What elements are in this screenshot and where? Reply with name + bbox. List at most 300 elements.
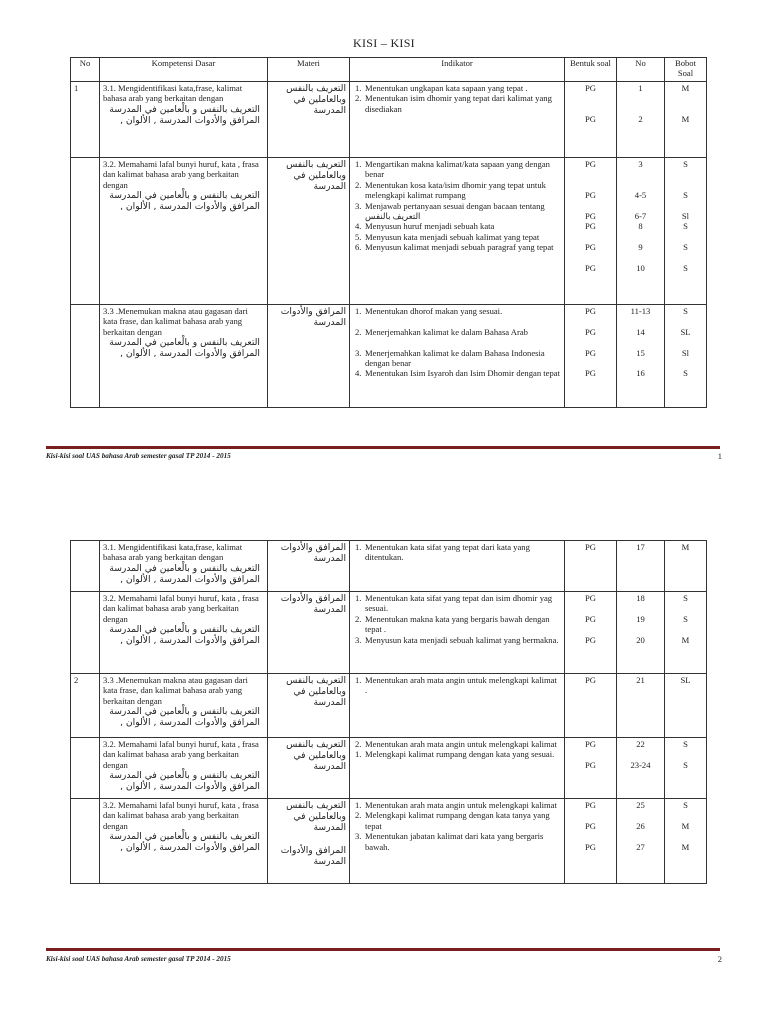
nomor-soal-value: 1 [638,83,643,93]
bentuk-soal-cell [565,158,617,305]
nomor-soal-value: 8 [638,221,643,232]
nomor-soal-cell [617,82,665,158]
indikator-number: 1. [355,675,362,685]
bentuk-soal-cell [565,738,617,799]
bobot-soal-cell [665,592,707,674]
indikator-item [353,201,561,222]
nomor-soal-value: 14 [636,326,645,337]
bentuk-soal-value: PG [585,83,596,93]
materi-cell [268,82,350,158]
indikator-item [353,306,561,316]
bobot-soal-cell [665,738,707,799]
bentuk-soal-value: PG [585,159,596,169]
bentuk-soal-cell [565,305,617,408]
bobot-soal-value: S [683,242,688,253]
nomor-soal-value [620,180,661,190]
kompetensi-dasar-cell [100,305,268,408]
bentuk-soal-cell [565,799,617,884]
kd-arabic-text: المرافق والأدوات المدرسة , الألوان , [120,201,260,213]
bentuk-soal-value: PG [585,739,596,749]
nomor-soal-value [620,831,661,841]
bobot-soal-value [668,624,703,634]
nomor-soal-value: 25 [636,800,645,810]
table-row [71,738,707,799]
kisi-table-page-2 [70,540,707,884]
nomor-soal-cell [617,674,665,738]
nomor-soal-value [620,104,661,114]
indikator-list [353,542,561,563]
nomor-soal-value: 10 [636,262,645,273]
indikator-number: 4. [355,368,362,379]
indikator-text: Menyusun kata menjadi sebuah kalimat yang tepat [365,231,540,242]
col-indikator-header: Indikator [350,58,565,82]
bentuk-soal-value [568,169,613,179]
indikator-number: 3. [355,634,362,645]
footer-rule [46,446,720,449]
bentuk-soal-value: PG [585,542,596,552]
materi-cell [268,541,350,592]
indikator-number: 5. [355,231,362,242]
indikator-item [353,635,561,645]
bentuk-soal-value [568,358,613,368]
table-row [71,799,707,884]
indikator-item [353,593,561,614]
materi-cell [268,674,350,738]
bentuk-soal-value: PG [585,820,596,831]
indikator-item [353,180,561,201]
table-header-row [71,58,707,82]
bentuk-soal-value: PG [585,675,596,685]
nomor-soal-value [620,337,661,347]
bobot-soal-value: S [683,190,688,201]
bentuk-soal-cell [565,674,617,738]
kd-text: 3.1. Mengidentifikasi kata,frase, kalimat bahasa arab yang berkaitan dengan [103,83,243,104]
materi-text: التعريف بالنفس وبالعاملين في المدرسة [286,83,346,116]
row-number [71,799,100,884]
bobot-soal-cell [665,799,707,884]
table-row [71,592,707,674]
indikator-item [353,542,561,563]
indikator-text: Menyusun kalimat menjadi sebuah paragraf yang tepat [365,242,554,253]
indikator-text: Menentukan arah mata angin untuk melengkapi kalimat [365,739,557,749]
indikator-item [353,337,561,347]
kompetensi-dasar-cell [100,82,268,158]
bobot-soal-value: M [681,841,690,852]
page-number: 2 [717,954,722,964]
bobot-soal-value: S [683,262,688,273]
indikator-text: Menerjemahkan kalimat ke dalam Bahasa Indonesia dengan benar [365,347,545,368]
indikator-number: 1. [355,749,362,760]
nomor-soal-value: 27 [636,841,645,852]
nomor-soal-value: 9 [638,242,643,253]
kd-arabic-text: المرافق والأدوات المدرسة , الألوان , [120,842,260,854]
bentuk-soal-value [568,624,613,634]
nomor-soal-value: 22 [636,739,645,749]
bobot-soal-value [668,316,703,326]
bobot-soal-value: S [683,159,688,169]
indikator-text: Menentukan jabatan kalimat dari kata yang bergaris bawah. [365,831,544,852]
nomor-soal-cell [617,799,665,884]
kd-arabic-text: المرافق والأدوات المدرسة , الألوان , [120,573,260,585]
bobot-soal-value [668,201,703,211]
bentuk-soal-value: PG [585,759,596,770]
kd-arabic-text: المرافق والأدوات المدرسة , الألوان , [120,635,260,647]
bobot-soal-value: S [683,613,688,624]
table-row [71,541,707,592]
nomor-soal-value [620,358,661,368]
indikator-text: Menentukan dhorof makan yang sesuai. [365,306,503,316]
col-nosoal-header: No [617,58,665,82]
indikator-text: Menentukan arah mata angin untuk melengkapi kalimat [365,675,557,685]
kompetensi-dasar-cell [100,541,268,592]
indikator-item [353,83,561,93]
indikator-number: 2. [355,810,362,821]
kd-text: 3.3 .Menemukan makna atau gagasan dari kata frase, dan kalimat bahasa arab yang berkaitan dengan [103,675,248,706]
bobot-soal-value: S [683,759,688,770]
bentuk-soal-value: PG [585,262,596,273]
bentuk-soal-value: PG [585,613,596,624]
indikator-item [353,685,561,695]
col-no-header: No [71,58,100,82]
kompetensi-dasar-cell [100,674,268,738]
bentuk-soal-value: PG [585,593,596,603]
bobot-soal-cell [665,158,707,305]
bobot-soal-value: Sl [681,210,690,221]
kd-arabic-text: التعريف بالنفس و بالْعامين في المدرسة [109,624,260,636]
kd-arabic-text: المرافق والأدوات المدرسة , الألوان , [120,348,260,360]
kd-arabic-text: المرافق والأدوات المدرسة , الألوان , [120,114,260,126]
indikator-list [353,593,561,645]
kd-arabic-text: التعريف بالنفس و بالْعامين في المدرسة [109,103,260,115]
bobot-soal-value [668,169,703,179]
indikator-number: 1. [355,542,362,552]
materi-text: التعريف بالنفس وبالعاملين في المدرسة [286,800,346,833]
bentuk-soal-value [568,831,613,841]
indikator-number: 3. [355,347,362,358]
kd-arabic-text: التعريف بالنفس و بالْعامين في المدرسة [109,190,260,202]
bentuk-soal-value [568,232,613,242]
nomor-soal-cell [617,541,665,592]
kd-arabic-text: التعريف بالنفس و بالْعامين في المدرسة [109,562,260,574]
materi-text: التعريف بالنفس وبالعاملين في المدرسة [286,675,346,708]
indikator-item [353,232,561,242]
nomor-soal-value: 3 [638,159,643,169]
kompetensi-dasar-cell [100,738,268,799]
indikator-cell [350,82,565,158]
indikator-cell [350,592,565,674]
indikator-cell [350,738,565,799]
nomor-soal-value [620,749,661,759]
bentuk-soal-value: PG [585,242,596,253]
materi-cell [268,738,350,799]
bentuk-soal-value [568,749,613,759]
table-row [71,82,707,158]
indikator-cell [350,305,565,408]
bentuk-soal-value: PG [585,347,596,358]
indikator-number: 1. [355,593,362,603]
indikator-item [353,327,561,337]
materi-text: المرافق والأدوات المدرسة [280,593,346,615]
bentuk-soal-cell [565,592,617,674]
nomor-soal-cell [617,738,665,799]
footer-text: Kisi-kisi soal UAS bahasa Arab semester gasal TP 2014 - 2015 [46,452,231,460]
bobot-soal-value: S [683,368,688,379]
indikator-text: Menyusun huruf menjadi sebuah kata [365,221,495,232]
nomor-soal-value: 6-7 [634,210,647,221]
kd-text: 3.1. Mengidentifikasi kata,frase, kalimat bahasa arab yang berkaitan dengan [103,542,243,563]
indikator-item [353,614,561,635]
materi-text: المرافق والأدوات المدرسة [280,306,346,328]
nomor-soal-value [620,253,661,263]
bobot-soal-value: S [683,306,688,316]
bobot-soal-value: Sl [681,347,690,358]
bobot-soal-cell [665,305,707,408]
indikator-number: 2. [355,326,362,337]
indikator-text: Menjawab pertanyaan sesuai dengan bacaan tentang التعريف بالنفس [365,200,545,222]
bobot-soal-value [668,104,703,114]
row-number [71,158,100,305]
nomor-soal-value: 26 [636,820,645,831]
bobot-soal-value: S [683,221,688,232]
bobot-soal-value: S [683,739,688,749]
indikator-text: Menentukan arah mata angin untuk melengkapi kalimat [365,800,557,810]
table-row [71,674,707,738]
indikator-list [353,739,561,760]
kd-text: 3.2. Memahami lafal bunyi huruf, kata , frasa dan kalimat bahasa arab yang berkaitan dengan [103,159,259,190]
bobot-soal-value: M [681,114,690,125]
nomor-soal-value: 11-13 [630,306,651,316]
kompetensi-dasar-cell [100,592,268,674]
bentuk-soal-value [568,104,613,114]
bentuk-soal-value: PG [585,800,596,810]
row-number: 1 [71,82,100,158]
indikator-list [353,306,561,379]
kd-arabic-text: التعريف بالنفس و بالْعامين في المدرسة [109,770,260,782]
bentuk-soal-value [568,180,613,190]
bobot-soal-value: SL [680,326,691,337]
bobot-soal-value: S [683,800,688,810]
bentuk-soal-value: PG [585,326,596,337]
bentuk-soal-value: PG [585,210,596,221]
indikator-number: 2. [355,179,362,190]
bentuk-soal-value [568,337,613,347]
kd-text: 3.3 .Menemukan makna atau gagasan dari kata frase, dan kalimat bahasa arab yang berkaitan dengan [103,306,248,337]
col-kd-header: Kompetensi Dasar [100,58,268,82]
indikator-text: Menentukan kata sifat yang tepat dari kata yang ditentukan. [365,542,530,563]
bentuk-soal-value [568,316,613,326]
indikator-number: 2. [355,739,362,749]
bentuk-soal-cell [565,541,617,592]
bentuk-soal-cell [565,82,617,158]
bobot-soal-value: S [683,593,688,603]
bentuk-soal-value: PG [585,634,596,645]
indikator-text: Menentukan kata sifat yang tepat dan isim dhomir yag sesuai. [365,593,553,614]
row-number [71,592,100,674]
table-row [71,305,707,408]
row-number [71,305,100,408]
indikator-item [353,800,561,810]
kompetensi-dasar-cell [100,799,268,884]
bobot-soal-value [668,749,703,759]
bobot-soal-cell [665,674,707,738]
indikator-text: Menentukan isim dhomir yang tepat dari kalimat yang disediakan [365,93,552,114]
indikator-item [353,810,561,831]
bobot-soal-value [668,810,703,820]
indikator-item [353,316,561,326]
indikator-item [353,831,561,852]
indikator-text: Menerjemahkan kalimat ke dalam Bahasa Arab [365,326,528,337]
bobot-soal-cell [665,541,707,592]
bobot-soal-value: SL [680,675,691,685]
bentuk-soal-value [568,810,613,820]
indikator-list [353,800,561,852]
indikator-list [353,83,561,114]
materi-text: التعريف بالنفس وبالعاملين في المدرسة [286,159,346,192]
col-materi-header: Materi [268,58,350,82]
bentuk-soal-value [568,93,613,103]
nomor-soal-cell [617,592,665,674]
nomor-soal-cell [617,305,665,408]
nomor-soal-value: 16 [636,368,645,379]
nomor-soal-value: 4-5 [634,190,647,201]
kisi-table-page-1 [70,57,707,408]
indikator-item [353,675,561,685]
indikator-item [353,221,561,231]
indikator-text: Melengkapi kalimat rumpang dengan kata tanya yang tepat [365,810,550,831]
nomor-soal-value [620,624,661,634]
nomor-soal-value: 23-24 [630,759,651,770]
indikator-text: Menentukan kosa kata/isim dhomir yang tepat untuk melengkapi kalimat rumpang [365,179,546,201]
indikator-text: Menentukan ungkapan kata sapaan yang tepat . [365,83,528,93]
row-number [71,541,100,592]
bobot-soal-value [668,831,703,841]
materi-text: المرافق والأدوات المدرسة [280,845,346,867]
bentuk-soal-value [568,603,613,613]
materi-cell [268,592,350,674]
footer-text: Kisi-kisi soal UAS bahasa Arab semester gasal TP 2014 - 2015 [46,955,231,963]
bobot-soal-value [668,358,703,368]
page-number: 1 [717,451,722,461]
indikator-text: Menyusun kata menjadi sebuah kalimat yang bermakna. [365,634,559,645]
indikator-number: 6. [355,242,362,253]
materi-text: التعريف بالنفس وبالعاملين في المدرسة [286,739,346,772]
bentuk-soal-value [568,253,613,263]
kompetensi-dasar-cell [100,158,268,305]
bobot-soal-value [668,337,703,347]
bentuk-soal-value [568,201,613,211]
indikator-item [353,749,561,759]
nomor-soal-cell [617,158,665,305]
page-title: KISI – KISI [353,36,415,50]
kd-arabic-text: المرافق والأدوات المدرسة , الألوان , [120,717,260,729]
nomor-soal-value [620,810,661,820]
nomor-soal-value [620,201,661,211]
kd-arabic-text: المرافق والأدوات المدرسة , الألوان , [120,781,260,793]
indikator-cell [350,541,565,592]
indikator-text: Menentukan Isim Isyaroh dan Isim Dhomir dengan tepat [365,368,560,379]
indikator-cell [350,158,565,305]
nomor-soal-value: 19 [636,613,645,624]
indikator-number: 2. [355,613,362,624]
bobot-soal-value [668,603,703,613]
indikator-number: 1. [355,159,362,169]
bobot-soal-value: M [681,634,690,645]
row-number [71,738,100,799]
table-row [71,158,707,305]
bobot-soal-value: M [681,542,690,552]
bobot-soal-value [668,180,703,190]
indikator-number: 1. [355,83,362,93]
materi-cell [268,305,350,408]
indikator-number: 1. [355,800,362,810]
nomor-soal-value [620,232,661,242]
row-number: 2 [71,674,100,738]
bobot-soal-value [668,93,703,103]
nomor-soal-value: 17 [636,542,645,552]
indikator-cell [350,799,565,884]
indikator-text: . [365,685,368,696]
bentuk-soal-value: PG [585,190,596,201]
bentuk-soal-value: PG [585,114,596,125]
bentuk-soal-value: PG [585,221,596,232]
indikator-text: Mengartikan makna kalimat/kata sapaan yang dengan benar [365,159,550,180]
col-bentuk-header: Bentuk soal [565,58,617,82]
indikator-item [353,739,561,749]
indikator-number: 2. [355,93,362,104]
bentuk-soal-value: PG [585,306,596,316]
indikator-number: 3. [355,831,362,842]
indikator-number: 1. [355,306,362,316]
kd-text: 3.2. Memahami lafal bunyi huruf, kata , frasa dan kalimat bahasa arab yang berkaitan dengan [103,800,259,831]
bobot-soal-value: M [681,820,690,831]
nomor-soal-value [620,93,661,103]
bobot-soal-value: M [681,83,690,93]
materi-cell [268,799,350,884]
nomor-soal-value: 18 [636,593,645,603]
col-bobot-header: Bobot Soal [665,58,707,82]
nomor-soal-value [620,316,661,326]
kd-text: 3.2. Memahami lafal bunyi huruf, kata , frasa dan kalimat bahasa arab yang berkaitan dengan [103,593,259,624]
materi-text: المرافق والأدوات المدرسة [280,542,346,564]
bentuk-soal-value: PG [585,368,596,379]
indikator-item [353,159,561,180]
kd-arabic-text: التعريف بالنفس و بالْعامين في المدرسة [109,337,260,349]
indikator-item [353,242,561,252]
nomor-soal-value: 2 [638,114,643,125]
indikator-item [353,368,561,378]
materi-cell [268,158,350,305]
nomor-soal-value: 20 [636,634,645,645]
kd-text: 3.2. Memahami lafal bunyi huruf, kata , frasa dan kalimat bahasa arab yang berkaitan dengan [103,739,259,770]
nomor-soal-value [620,169,661,179]
nomor-soal-value: 15 [636,347,645,358]
indikator-item [353,348,561,369]
kd-arabic-text: التعريف بالنفس و بالْعامين في المدرسة [109,831,260,843]
indikator-item [353,93,561,114]
indikator-number: 4. [355,221,362,232]
footer-rule [46,948,720,951]
nomor-soal-value: 21 [636,675,645,685]
nomor-soal-value [620,603,661,613]
bobot-soal-value [668,253,703,263]
indikator-text: Melengkapi kalimat rumpang dengan kata yang sesuai. [365,749,555,760]
indikator-text: Menentukan makna kata yang bergaris bawah dengan tepat . [365,613,550,635]
bentuk-soal-value: PG [585,841,596,852]
indikator-list [353,159,561,253]
bobot-soal-cell [665,82,707,158]
kd-arabic-text: التعريف بالنفس و بالْعامين في المدرسة [109,706,260,718]
bobot-soal-value [668,232,703,242]
